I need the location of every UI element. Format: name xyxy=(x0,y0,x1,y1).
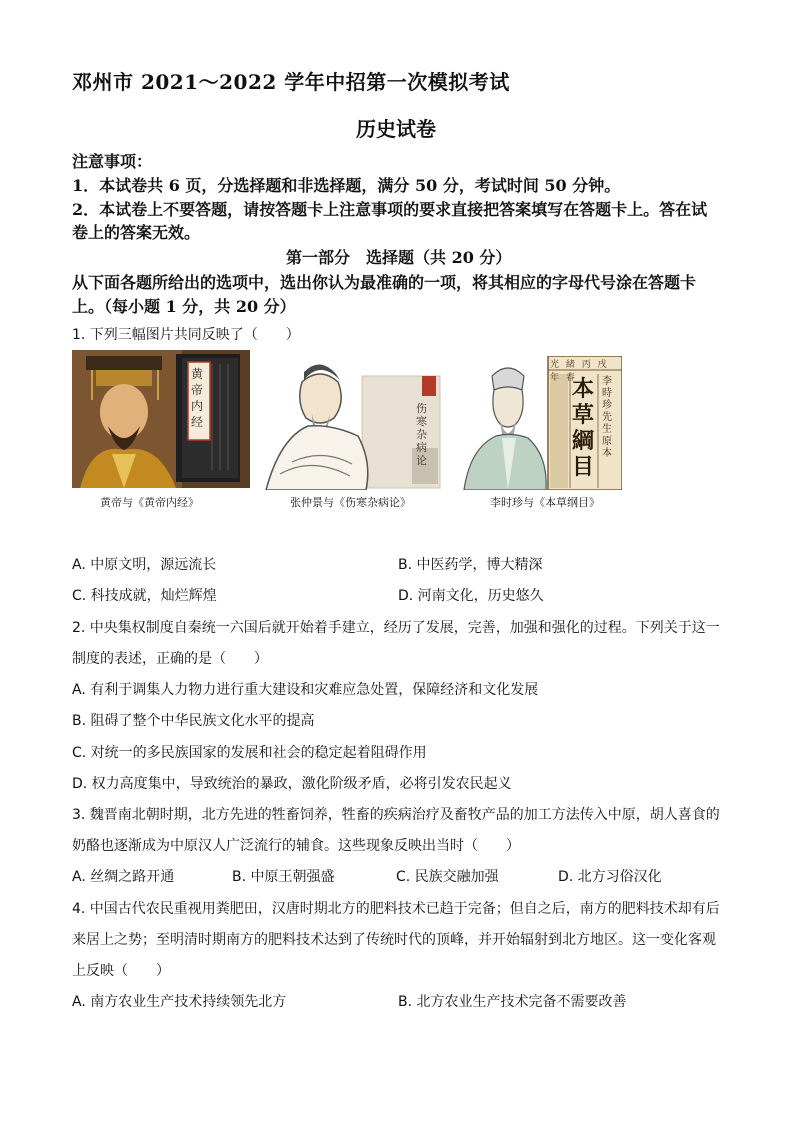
notice-heading: 注意事项： xyxy=(72,152,153,171)
zhang-zhongjing-image xyxy=(262,352,442,490)
q1-option-a[interactable]: A. 中原文明，源远流长 xyxy=(72,557,217,573)
question-4-stem-line2: 来居上之势；至明清时期南方的肥料技术达到了传统时代的顶峰，并开始辐射到北方地区。这一变化客观 xyxy=(72,932,716,948)
question-2-stem-line1: 2. 中央集权制度自秦统一六国后就开始着手建立，经历了发展，完善，加强和强化的过程。下列关于这一 xyxy=(72,620,720,636)
section-instruction-line2: 上。（每小题 1 分，共 20 分） xyxy=(72,297,296,316)
book-side-text: 李時珍先生原本 xyxy=(602,376,612,459)
notice-item-2-line2: 卷上的答案无效。 xyxy=(72,223,201,242)
li-shizhen-image xyxy=(462,356,622,490)
question-2-stem-line2: 制度的表述，正确的是（ ） xyxy=(72,651,268,667)
q1-option-d[interactable]: D. 河南文化，历史悠久 xyxy=(398,588,544,604)
book-title-bencao-gangmu: 本草綱目 xyxy=(572,376,595,480)
q3-option-c[interactable]: C. 民族交融加强 xyxy=(396,869,499,885)
notice-item-1: 1．本试卷共 6 页，分选择题和非选择题，满分 50 分，考试时间 50 分钟。 xyxy=(72,176,621,195)
q1-option-c[interactable]: C. 科技成就，灿烂辉煌 xyxy=(72,588,217,604)
q2-option-d[interactable]: D. 权力高度集中，导致统治的暴政，激化阶级矛盾，必将引发农民起义 xyxy=(72,776,512,792)
book-title-shanghan-zabing-lun: 伤寒杂病论 xyxy=(416,402,427,467)
q2-option-a[interactable]: A. 有利于调集人力物力进行重大建设和灾难应急处置，保障经济和文化发展 xyxy=(72,682,539,698)
q4-option-b[interactable]: B. 北方农业生产技术完备不需要改善 xyxy=(398,994,627,1010)
question-4-stem-line3: 上反映（ ） xyxy=(72,963,170,979)
q4-option-a[interactable]: A. 南方农业生产技术持续领先北方 xyxy=(72,994,287,1010)
section-heading: 第一部分 选择题（共 20 分） xyxy=(286,248,512,267)
caption-li-shizhen: 李时珍与《本草纲目》 xyxy=(490,496,600,509)
question-1-stem: 1. 下列三幅图片共同反映了（ ） xyxy=(72,327,300,343)
q3-option-d[interactable]: D. 北方习俗汉化 xyxy=(558,869,662,885)
q3-option-b[interactable]: B. 中原王朝强盛 xyxy=(232,869,335,885)
q2-option-b[interactable]: B. 阻碍了整个中华民族文化水平的提高 xyxy=(72,713,315,729)
huangdi-image xyxy=(72,350,250,488)
book-title-huangdi-neijing: 黄帝内经 xyxy=(191,367,204,429)
exam-title: 邓州市 2021～2022 学年中招第一次模拟考试 xyxy=(72,70,510,94)
book-header-text: 光 緒 丙 戌 年 春 xyxy=(550,360,609,383)
question-3-stem-line2: 奶酪也逐渐成为中原汉人广泛流行的辅食。这些现象反映出当时（ ） xyxy=(72,838,520,854)
caption-zhang-zhongjing: 张仲景与《伤寒杂病论》 xyxy=(290,496,411,509)
q1-option-b[interactable]: B. 中医药学，博大精深 xyxy=(398,557,543,573)
q3-option-a[interactable]: A. 丝绸之路开通 xyxy=(72,869,175,885)
q2-option-c[interactable]: C. 对统一的多民族国家的发展和社会的稳定起着阻碍作用 xyxy=(72,745,427,761)
exam-subtitle: 历史试卷 xyxy=(356,117,436,141)
caption-huangdi: 黄帝与《黄帝内经》 xyxy=(100,496,199,509)
question-3-stem-line1: 3. 魏晋南北朝时期，北方先进的牲畜饲养，牲畜的疾病治疗及畜牧产品的加工方法传入中原，胡人喜食的 xyxy=(72,807,720,823)
question-4-stem-line1: 4. 中国古代农民重视用粪肥田，汉唐时期北方的肥料技术已趋于完备；但自之后，南方的肥料技术却有后 xyxy=(72,901,720,917)
notice-item-2-line1: 2．本试卷上不要答题，请按答题卡上注意事项的要求直接把答案填写在答题卡上。答在试 xyxy=(72,200,708,219)
section-instruction-line1: 从下面各题所给出的选项中，选出你认为最准确的一项，将其相应的字母代号涂在答题卡 xyxy=(72,273,697,292)
